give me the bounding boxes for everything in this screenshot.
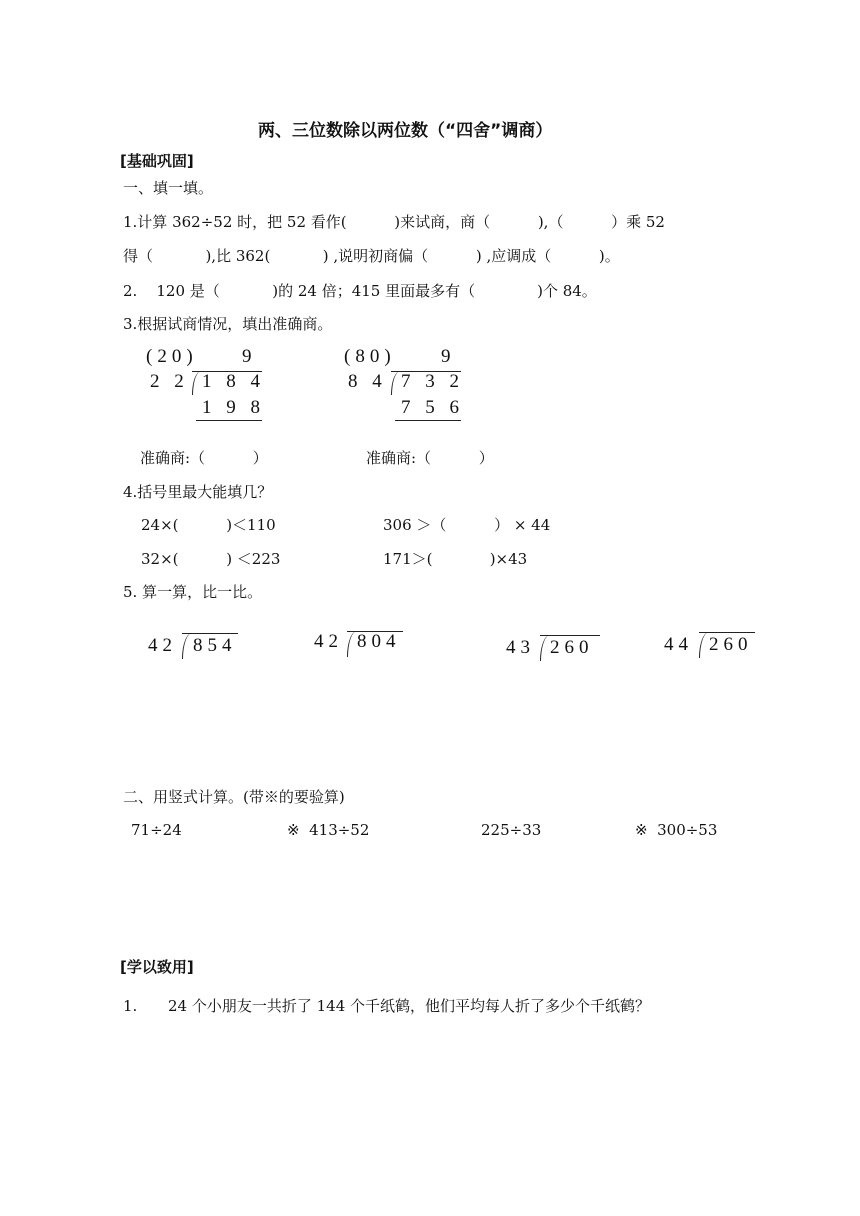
divisor: 42 bbox=[314, 631, 343, 652]
divisor: 43 bbox=[506, 637, 535, 658]
page-title: 两、三位数除以两位数（“四舍”调商） bbox=[258, 121, 553, 141]
dividend: 854 bbox=[193, 635, 237, 656]
calc-item-1: 71÷24 bbox=[131, 821, 182, 839]
calc-item-3: 225÷33 bbox=[481, 821, 542, 839]
question-1-line-2: 得（ ),比 362( ) ,说明初商偏（ ) ,应调成（ )。 bbox=[123, 247, 620, 265]
divisor: 2 2 bbox=[150, 371, 189, 392]
product: 7 5 6 bbox=[401, 397, 464, 418]
question-5: 5. 算一算，比一比。 bbox=[123, 583, 263, 601]
quotient-digit: 9 bbox=[441, 346, 456, 367]
inequality-c: 32×( ) ＜223 bbox=[141, 550, 281, 568]
section-apply-heading: [学以致用] bbox=[120, 958, 194, 976]
product: 1 9 8 bbox=[202, 397, 265, 418]
calc-item-4: ※ 300÷53 bbox=[635, 821, 718, 839]
product-underline bbox=[196, 420, 262, 421]
part2-heading: 二、用竖式计算。(带※的要验算) bbox=[123, 788, 345, 806]
answer-blank-2: 准确商:（ ） bbox=[366, 449, 494, 467]
divisor: 42 bbox=[148, 635, 177, 656]
quotient-digit: 9 bbox=[242, 346, 257, 367]
word-problem-text: 24 个小朋友一共折了 144 个千纸鹤，他们平均每人折了多少个千纸鹤？ bbox=[168, 997, 651, 1015]
dividend: 7 3 2 bbox=[401, 371, 464, 392]
question-3: 3.根据试商情况，填出准确商。 bbox=[123, 315, 333, 333]
divisor: 44 bbox=[664, 634, 693, 655]
product-underline bbox=[395, 420, 461, 421]
answer-blank-1: 准确商:（ ） bbox=[140, 449, 268, 467]
inequality-b: 306 ＞（ ） × 44 bbox=[383, 516, 551, 534]
divisor: 8 4 bbox=[348, 371, 387, 392]
question-1-line-1: 1.计算 362÷52 时，把 52 看作( )来试商，商（ ),（ ）乘 52 bbox=[123, 213, 665, 231]
calc-item-2: ※ 413÷52 bbox=[287, 821, 370, 839]
dividend: 260 bbox=[550, 637, 594, 658]
question-2: 2. 120 是（ )的 24 倍；415 里面最多有（ )个 84。 bbox=[123, 282, 597, 300]
question-4: 4.括号里最大能填几？ bbox=[123, 483, 273, 501]
trial-quotient: (80) bbox=[344, 346, 396, 367]
dividend: 1 8 4 bbox=[202, 371, 265, 392]
part1-heading: 一、填一填。 bbox=[123, 179, 214, 197]
section-basic-heading: [基础巩固] bbox=[120, 152, 194, 170]
trial-quotient: (20) bbox=[146, 346, 198, 367]
dividend: 804 bbox=[357, 631, 401, 652]
inequality-a: 24×( )＜110 bbox=[141, 516, 276, 534]
dividend: 260 bbox=[709, 634, 753, 655]
word-problem-number: 1. bbox=[123, 997, 138, 1015]
inequality-d: 171＞( )×43 bbox=[383, 550, 528, 568]
